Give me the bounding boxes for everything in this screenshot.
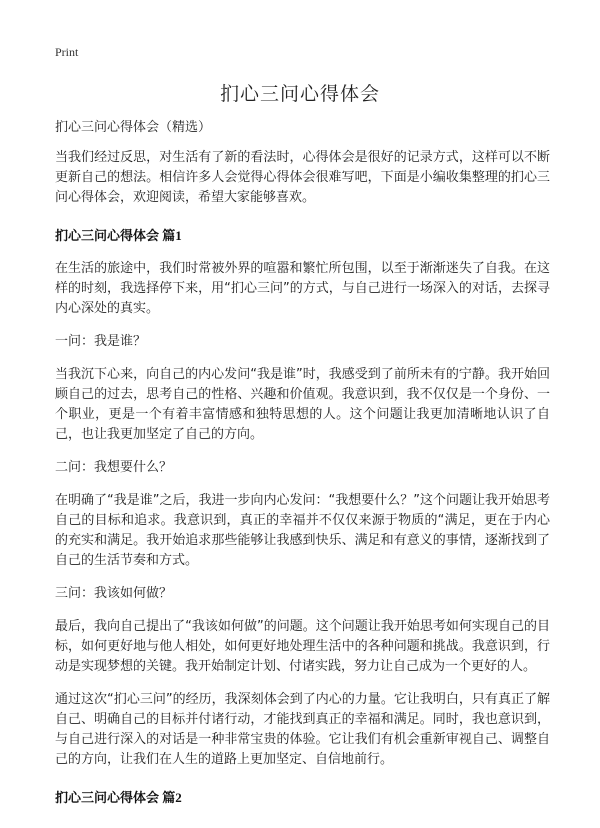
section-heading-2: 扪心三问心得体会 篇2	[55, 790, 182, 805]
question-3: 三问：我该如何做？	[55, 586, 173, 601]
section1-paragraph-2: 当我沉下心来，向自己的内心发问“我是谁”时，我感受到了前所未有的宁静。我开始回顾自己的过去，思考自己的性格、兴趣和价值观。我意识到，我不仅仅是一个身份、一个职业，更是一个有着丰富情感和独特思想的人。这个问题让我更加清晰地认识了自己，也让我更加坚定了自己的方向。	[55, 367, 550, 442]
section1-paragraph-3: 在明确了“我是谁”之后，我进一步向内心发问：“我想要什么？”这个问题让我开始思考自己的目标和追求。我意识到，真正的幸福并不仅仅来源于物质的“满足，更在于内心的充实和满足。我开始追求那些能够让我感到快乐、满足和有意义的事情，逐渐找到了自己的生活节奏和方式。	[55, 493, 550, 568]
section1-paragraph-1: 在生活的旅途中，我们时常被外界的喧嚣和繁忙所包围，以至于渐渐迷失了自我。在这样的时刻，我选择停下来，用“扪心三问”的方式，与自己进行一场深入的对话，去探寻内心深处的真实。	[55, 261, 550, 316]
print-link[interactable]: Print	[55, 45, 79, 59]
page-title: 扪心三问心得体会	[219, 83, 380, 105]
section1-paragraph-4: 最后，我向自己提出了“我该如何做”的问题。这个问题让我开始思考如何实现自己的目标，如何更好地与他人相处，如何更好地处理生活中的各种问题和挑战。我意识到，行动是实现梦想的关键。我开始制定计划、付诸实践，努力让自己成为一个更好的人。	[55, 619, 550, 674]
section1-paragraph-5: 通过这次“扪心三问”的经历，我深刻体会到了内心的力量。它让我明白，只有真正了解自己、明确自己的目标并付诸行动，才能找到真正的幸福和满足。同时，我也意识到，与自己进行深入的对话是一种非常宝贵的体验。它让我们有机会重新审视自己、调整自己的方向，让我们在人生的道路上更加坚定、自信地前行。	[55, 692, 550, 767]
question-2: 二问：我想要什么？	[55, 460, 173, 475]
article-subtitle: 扪心三问心得体会（精选）	[55, 120, 212, 135]
intro-paragraph: 当我们经过反思，对生活有了新的看法时，心得体会是很好的记录方式，这样可以不断更新自己的想法。相信许多人会觉得心得体会很难写吧，下面是小编收集整理的扪心三问心得体会，欢迎阅读，希望大家能够喜欢。	[55, 150, 550, 205]
article-body	[55, 118, 550, 808]
section-heading-1: 扪心三问心得体会 篇1	[55, 228, 182, 243]
question-1: 一问：我是谁？	[55, 334, 147, 349]
